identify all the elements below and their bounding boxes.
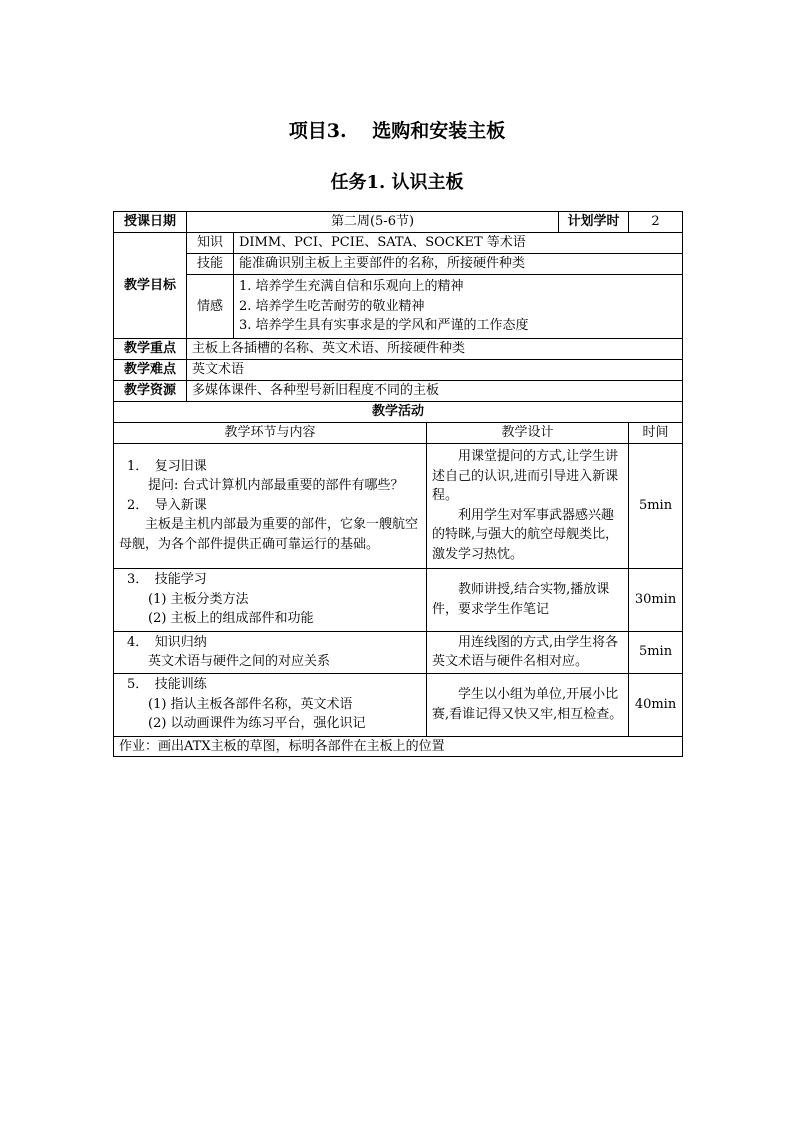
design-text: 教师讲授,结合实物,播放课件，要求学生作笔记 — [432, 582, 610, 617]
project-title: 项目3. 选购和安装主板 — [288, 120, 506, 142]
skill-value: 能准确识别主板上主要部件的名称，所接硬件种类 — [234, 254, 683, 275]
step-line: 英文术语与硬件之间的对应关系 — [148, 654, 331, 669]
activity-row — [114, 673, 683, 736]
homework: 作业：画出ATX主板的草图，标明各部件在主板上的位置 — [114, 736, 683, 757]
activity-design — [427, 631, 629, 673]
step-heading: 5． 技能训练 — [127, 677, 207, 693]
activity-row — [114, 443, 683, 568]
step-heading: 2． 导入新课 — [127, 497, 207, 513]
emotion-item: 1. 培养学生充满自信和乐观向上的精神 — [239, 279, 464, 295]
activity-content — [114, 673, 427, 736]
difficulty-value: 英文术语 — [187, 360, 683, 381]
activity-content — [114, 568, 427, 631]
step-line: (1) 主板分类方法 — [148, 591, 249, 607]
design-text: 用连线图的方式,由学生将各英文术语与硬件名相对应。 — [432, 634, 619, 669]
task-title: 任务1. 认识主板 — [330, 172, 464, 193]
step-line: 提问: 台式计算机内部最重要的部件有哪些？ — [148, 478, 404, 494]
activity-content — [114, 631, 427, 673]
activity-time: 30min — [629, 568, 683, 631]
activity-time: 5min — [629, 631, 683, 673]
emotion-item: 2. 培养学生吃苦耐劳的敬业精神 — [239, 298, 425, 314]
step-line: (2) 主板上的组成部件和功能 — [148, 611, 314, 627]
step-line: (1) 指认主板各部件名称，英文术语 — [148, 696, 353, 712]
knowledge-label: 知识 — [187, 233, 234, 254]
design-text: 用课堂提问的方式,让学生讲述自己的认识,进而引导进入新课程。 — [432, 449, 619, 503]
activity-header: 教学活动 — [114, 402, 683, 423]
step-line: (2) 以动画课件为练习平台，强化识记 — [148, 716, 366, 732]
activity-row — [114, 631, 683, 673]
knowledge-value: DIMM、PCI、PCIE、SATA、SOCKET 等术语 — [234, 233, 683, 254]
difficulty-label: 教学难点 — [114, 360, 187, 381]
activity-row — [114, 568, 683, 631]
col-time-header: 时间 — [629, 422, 683, 443]
activity-content — [114, 443, 427, 568]
resource-value: 多媒体课件、各种型号新旧程度不同的主板 — [187, 381, 683, 402]
step-heading: 1． 复习旧课 — [127, 458, 207, 474]
key-label: 教学重点 — [114, 339, 187, 360]
key-value: 主板上各插槽的名称、英文术语、所接硬件种类 — [187, 339, 683, 360]
emotion-label: 情感 — [187, 275, 234, 339]
hours-label: 计划学时 — [559, 212, 629, 233]
step-line: 主板是主机内部最为重要的部件，它象一艘航空母舰，为各个部件提供正确可靠运行的基础。 — [119, 517, 419, 552]
activity-design — [427, 443, 629, 568]
date-label: 授课日期 — [114, 212, 187, 233]
hours-value: 2 — [629, 212, 683, 233]
lesson-plan-table — [113, 211, 683, 757]
goal-label: 教学目标 — [114, 233, 187, 339]
activity-design — [427, 673, 629, 736]
activity-time: 5min — [629, 443, 683, 568]
activity-design — [427, 568, 629, 631]
design-text: 学生以小组为单位,开展小比赛,看谁记得又快又牢,相互检查。 — [432, 687, 623, 722]
design-text: 利用学生对军事武器感兴趣的特眯,与强大的航空母舰类比，激发学习热忱。 — [432, 507, 619, 562]
col-design-header: 教学设计 — [427, 422, 629, 443]
step-heading: 3． 技能学习 — [127, 572, 207, 588]
emotion-value — [234, 275, 683, 339]
col-content-header: 教学环节与内容 — [114, 422, 427, 443]
emotion-item: 3. 培养学生具有实事求是的学风和严谨的工作态度 — [239, 318, 529, 334]
skill-label: 技能 — [187, 254, 234, 275]
resource-label: 教学资源 — [114, 381, 187, 402]
date-value: 第二周(5-6节) — [187, 212, 559, 233]
step-heading: 4． 知识归纳 — [127, 634, 207, 650]
activity-time: 40min — [629, 673, 683, 736]
